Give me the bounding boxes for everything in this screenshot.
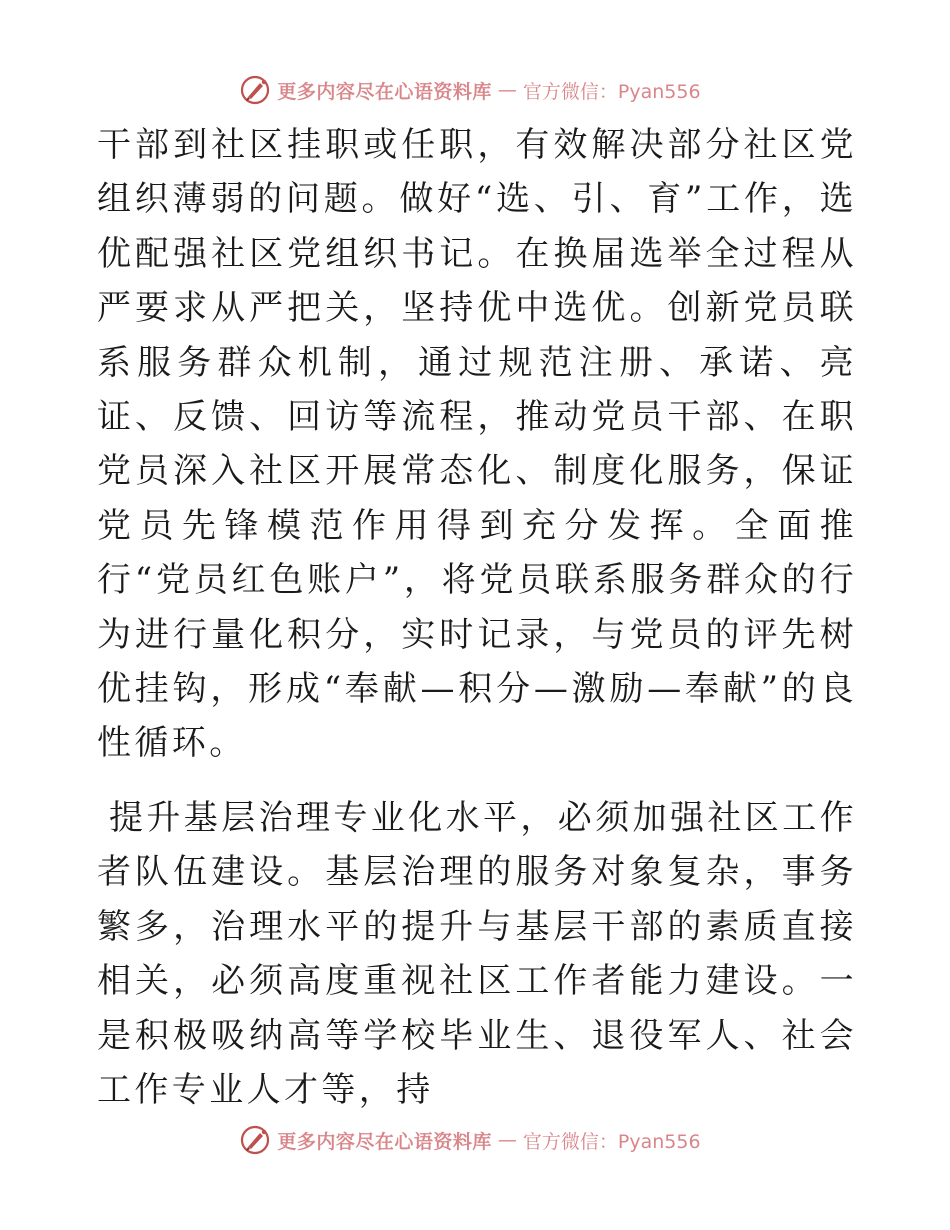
footer-site-text: 更多内容尽在心语资料库 xyxy=(277,1130,492,1153)
header-site-text: 更多内容尽在心语资料库 xyxy=(277,80,492,103)
document-body xyxy=(97,118,857,1117)
header-separator: — xyxy=(497,79,517,101)
footer-banner-inner xyxy=(239,1124,700,1156)
paragraph-2: 提升基层治理专业化水平，必须加强社区工作者队伍建设。基层治理的服务对象复杂，事务繁多，治理水平的提升与基层干部的素质直接相关，必须高度重视社区工作者能力建设。一是积极吸纳高等学校毕业生、退役军人、社会工作专业人才等，持 xyxy=(97,797,857,1110)
quill-logo-icon xyxy=(239,74,271,106)
footer-wechat-text: 官方微信：Pyan556 xyxy=(522,1130,701,1153)
header-banner-inner xyxy=(239,74,700,106)
header-banner xyxy=(0,70,950,110)
footer-separator: — xyxy=(497,1129,517,1151)
paragraph-1: 干部到社区挂职或任职，有效解决部分社区党组织薄弱的问题。做好“选、引、育”工作，选优配强社区党组织书记。在换届选举全过程从严要求从严把关，坚持优中选优。创新党员联系服务群众机制，通过规范注册、承诺、亮证、反馈、回访等流程，推动党员干部、在职党员深入社区开展常态化、制度化服务，保证党员先锋模范作用得到充分发挥。全面推行“党员红色账户”，将党员联系服务群众的行为进行量化积分，实时记录，与党员的评先树优挂钩，形成“奉献—积分—激励—奉献”的良性循环。 xyxy=(97,125,857,764)
header-wechat-text: 官方微信：Pyan556 xyxy=(522,80,701,103)
footer-banner xyxy=(0,1120,950,1160)
quill-logo-icon xyxy=(239,1124,271,1156)
